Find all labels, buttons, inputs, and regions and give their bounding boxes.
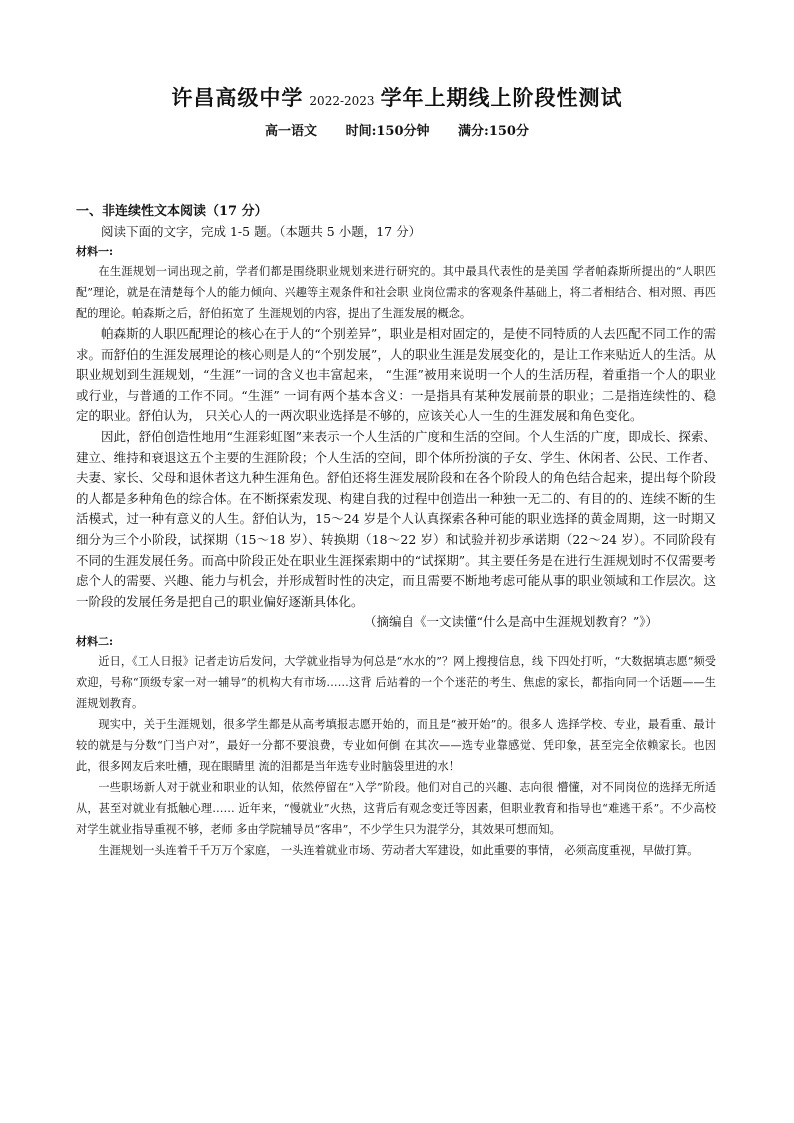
subject-label: 高一语文 [265,124,318,139]
exam-meta [0,120,794,139]
time-label: 时间:150分钟 [345,124,430,139]
material-2-paragraph-3: 一些职场新人对于就业和职业的认知，依然停留在“入学”阶段。他们对自己的兴趣、志向很 懵懂，对不同岗位的选择无所适从，甚至对就业有抵触心理…… 近年来，“慢就业”火热，这背后有观念变迁等因素，但职业教育和指导也“难逃干系”。不少高校对学生就业指导重视不够，老师 多由学院辅导员“客串”，不少学生只为混学分，其效果可想而知。 [76,781,716,837]
school-year: 2022-2023 [309,94,375,108]
exam-title [0,82,794,112]
material-1-paragraph-1: 在生涯规划一词出现之前，学者们都是围绕职业规划来进行研究的。其中最具代表性的是美国 学者帕森斯所提出的“人职匹配”理论，就是在清楚每个人的能力倾向、兴趣等主观条件和社会职 业岗位需求的客观条件基础上，将二者相结合、相对照、再匹配的理论。帕森斯之后，舒伯拓宽了 生涯规划的内容，提出了生涯发展的概念。 [76,265,716,320]
material-2-paragraph-1: 近日，《工人日报》记者走访后发问，大学就业指导为何总是“水水的”？网上搜搜信息，线 下四处打听，“大数据填志愿”频受欢迎，号称“顶级专家一对一辅导”的机构大有市场……这背 后站着的一个个迷茫的考生、焦虑的家长，都指向同一个话题——生涯规划教育。 [76,655,716,711]
material-1-paragraph-2: 帕森斯的人职匹配理论的核心在于人的“个别差异”，职业是相对固定的，是使不同特质的人去匹配不同工作的需求。而舒伯的生涯发展理论的核心则是人的“个别发展”，人的职业生涯是发展变化的，是让工作来贴近人的生活。从职业规划到生涯规划，“生涯”一词的含义也丰富起来， “生涯”被用来说明一个人的生活历程，着重指一个人的职业或行业，与普通的工作不同。“生涯” 一词有两个基本含义：一是指具有某种发展前景的职业；二是指连续性的、稳定的职业。舒伯认为， 只关心人的一两次职业选择是不够的，应该关心人一生的生涯发展和角色变化。 [76,326,716,424]
score-label: 满分:150分 [458,124,529,139]
material-1-source: （摘编自《一文读懂“什么是高中生涯规划教育？”》） [363,614,658,630]
exam-name: 学年上期线上阶段性测试 [380,85,623,110]
material-1-label: 材料一: [76,245,114,258]
school-name: 许昌高级中学 [171,85,304,110]
material-2-paragraph-4: 生涯规划一头连着千千万万个家庭， 一头连着就业市场、劳动者大军建设，如此重要的事情， 必须高度重视，早做打算。 [98,844,699,858]
material-2-label: 材料二: [76,635,114,649]
section-instruction: 阅读下面的文字，完成 1-5 题。（本题共 5 小题，17 分） [101,224,422,239]
material-1-paragraph-3: 因此，舒伯创造性地用“生涯彩虹图”来表示一个人生活的广度和生活的空间。个人生活的广度，即成长、探索、建立、维持和衰退这五个主要的生涯阶段；个人生活的空间，即个体所扮演的子女、学生、休闲者、公民、工作者、夫妻、家长、父母和退休者这九种生涯角色。舒伯还将生涯发展阶段和在各个阶段人的角色结合起来，提出每个阶段的人都是多种角色的综合体。在不断探索发现、构建自我的过程中创造出一种独一无二的、有目的的、连续不断的生活模式，过一种有意义的人生。舒伯认为，15～24 岁是个人认真探索各种可能的职业选择的黄金周期，这一时期又细分为三个小阶段，试探期（15～18 岁）、转换期（18～22 岁）和试验并初步承诺期（22～24 岁）。不同阶段有不同的生涯发展任务。而高中阶段正处在职业生涯探索期中的“试探期”。其主要任务是在进行生涯规划时不仅需要考虑个人的需要、兴趣、能力与机会，并形成暂时性的决定，而且需要不断地考虑可能从事的职业领域和工作层次。这一阶段的发展任务是把自己的职业偏好逐渐具体化。 [76,428,716,609]
reading-section [76,202,716,861]
material-2-paragraph-2: 现实中，关于生涯规划，很多学生都是从高考填报志愿开始的，而且是“被开始”的。很多人 选择学校、专业，最看重、最计较的就是与分数“门当户对”，最好一分都不要浪费，专业如何倒 在其次——选专业靠感觉、凭印象，甚至完全依赖家长。也因此，很多网友后来吐槽，现在眼睛里 流的泪都是当年选专业时脑袋里进的水！ [76,718,716,774]
section-heading: 一、非连续性文本阅读（17 分） [76,204,268,219]
